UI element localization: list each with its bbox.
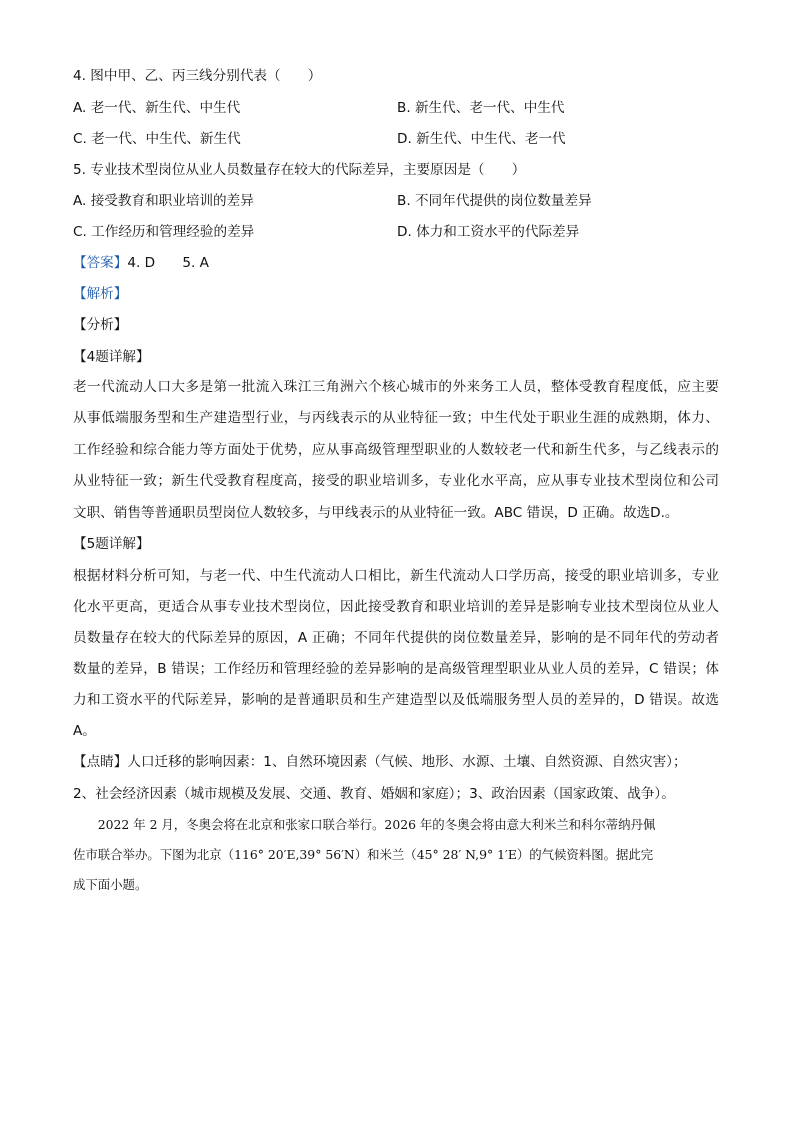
detail-5-line: 数量的差异，B 错误；工作经历和管理经验的差异影响的是高级管理型职业从业人员的差异，C 错误；体 — [73, 661, 719, 677]
q5-option-b: B. 不同年代提供的岗位数量差异 — [397, 193, 592, 209]
question-5-stem: 5. 专业技术型岗位从业人员数量存在较大的代际差异，主要原因是（ ） — [73, 162, 526, 178]
detail-5-line: 员数量存在较大的代际差异的原因，A 正确；不同年代提供的岗位数量差异，影响的是不同年代的劳动者 — [73, 630, 719, 646]
detail-4-line: 从事低端服务型和生产建造型行业，与丙线表示的从业特征一致；中生代处于职业生涯的成熟期，体力、 — [73, 410, 719, 426]
detail-4-line: 工作经验和综合能力等方面处于优势，应从事高级管理型职业的人数较老一代和新生代多，与乙线表示的 — [73, 442, 719, 458]
detail-4-line: 文职、销售等普通职员型岗位人数较多，与甲线表示的从业特征一致。ABC 错误，D 正确。故选D.。 — [73, 505, 679, 521]
answer-row — [73, 253, 209, 273]
note-row — [73, 752, 687, 772]
detail-4-label: 【4题详解】 — [73, 349, 150, 365]
q5-option-d: D. 体力和工资水平的代际差异 — [397, 224, 580, 240]
note-line-1: 人口迁移的影响因素：1、自然环境因素（气候、地形、水源、土壤、自然资源、自然灾害）； — [127, 754, 687, 770]
fenxi-label: 【分析】 — [73, 317, 128, 333]
q4-option-b: B. 新生代、老一代、中生代 — [397, 100, 565, 116]
detail-5-line: 力和工资水平的代际差异，影响的是普通职员和生产建造型以及低端服务型人员的差异的，D 错误。故选 — [73, 692, 719, 708]
answer-values: 4. D 5. A — [127, 255, 209, 271]
note-line-2: 2、社会经济因素（城市规模及发展、交通、教育、婚姻和家庭）；3、政治因素（国家政策、战争）。 — [73, 786, 675, 802]
answer-label: 【答案】 — [73, 255, 128, 271]
q4-option-d: D. 新生代、中生代、老一代 — [397, 131, 566, 147]
detail-4-line: 从业特征一致；新生代受教育程度高，接受的职业培训多，专业化水平高，应从事专业技术型岗位和公司 — [73, 473, 719, 489]
q5-option-a: A. 接受教育和职业培训的差异 — [73, 193, 254, 209]
material-line: 佐市联合举办。下图为北京（116° 20′E,39° 56′N）和米兰（45° 28′ N,9° 1′E）的气候资料图。据此完 — [73, 847, 654, 862]
note-label: 【点睛】 — [73, 754, 128, 770]
detail-5-line: 化水平更高，更适合从事专业技术型岗位，因此接受教育和职业培训的差异是影响专业技术型岗位从业人 — [73, 599, 719, 615]
q4-option-c: C. 老一代、中生代、新生代 — [73, 131, 241, 147]
q5-option-c: C. 工作经历和管理经验的差异 — [73, 224, 255, 240]
q4-option-a: A. 老一代、新生代、中生代 — [73, 100, 241, 116]
analysis-label: 【解析】 — [73, 286, 128, 302]
material-line: 2022 年 2 月，冬奥会将在北京和张家口联合举行。2026 年的冬奥会将由意大利米兰和科尔蒂纳丹佩 — [73, 817, 656, 832]
material-line: 成下面小题。 — [73, 877, 148, 892]
detail-5-label: 【5题详解】 — [73, 536, 150, 552]
detail-4-line: 老一代流动人口大多是第一批流入珠江三角洲六个核心城市的外来务工人员，整体受教育程度低，应主要 — [73, 379, 719, 395]
detail-5-line: A。 — [73, 723, 96, 739]
detail-5-line: 根据材料分析可知，与老一代、中生代流动人口相比，新生代流动人口学历高，接受的职业培训多，专业 — [73, 568, 719, 584]
question-4-stem: 4. 图中甲、乙、丙三线分别代表（ ） — [73, 68, 322, 84]
